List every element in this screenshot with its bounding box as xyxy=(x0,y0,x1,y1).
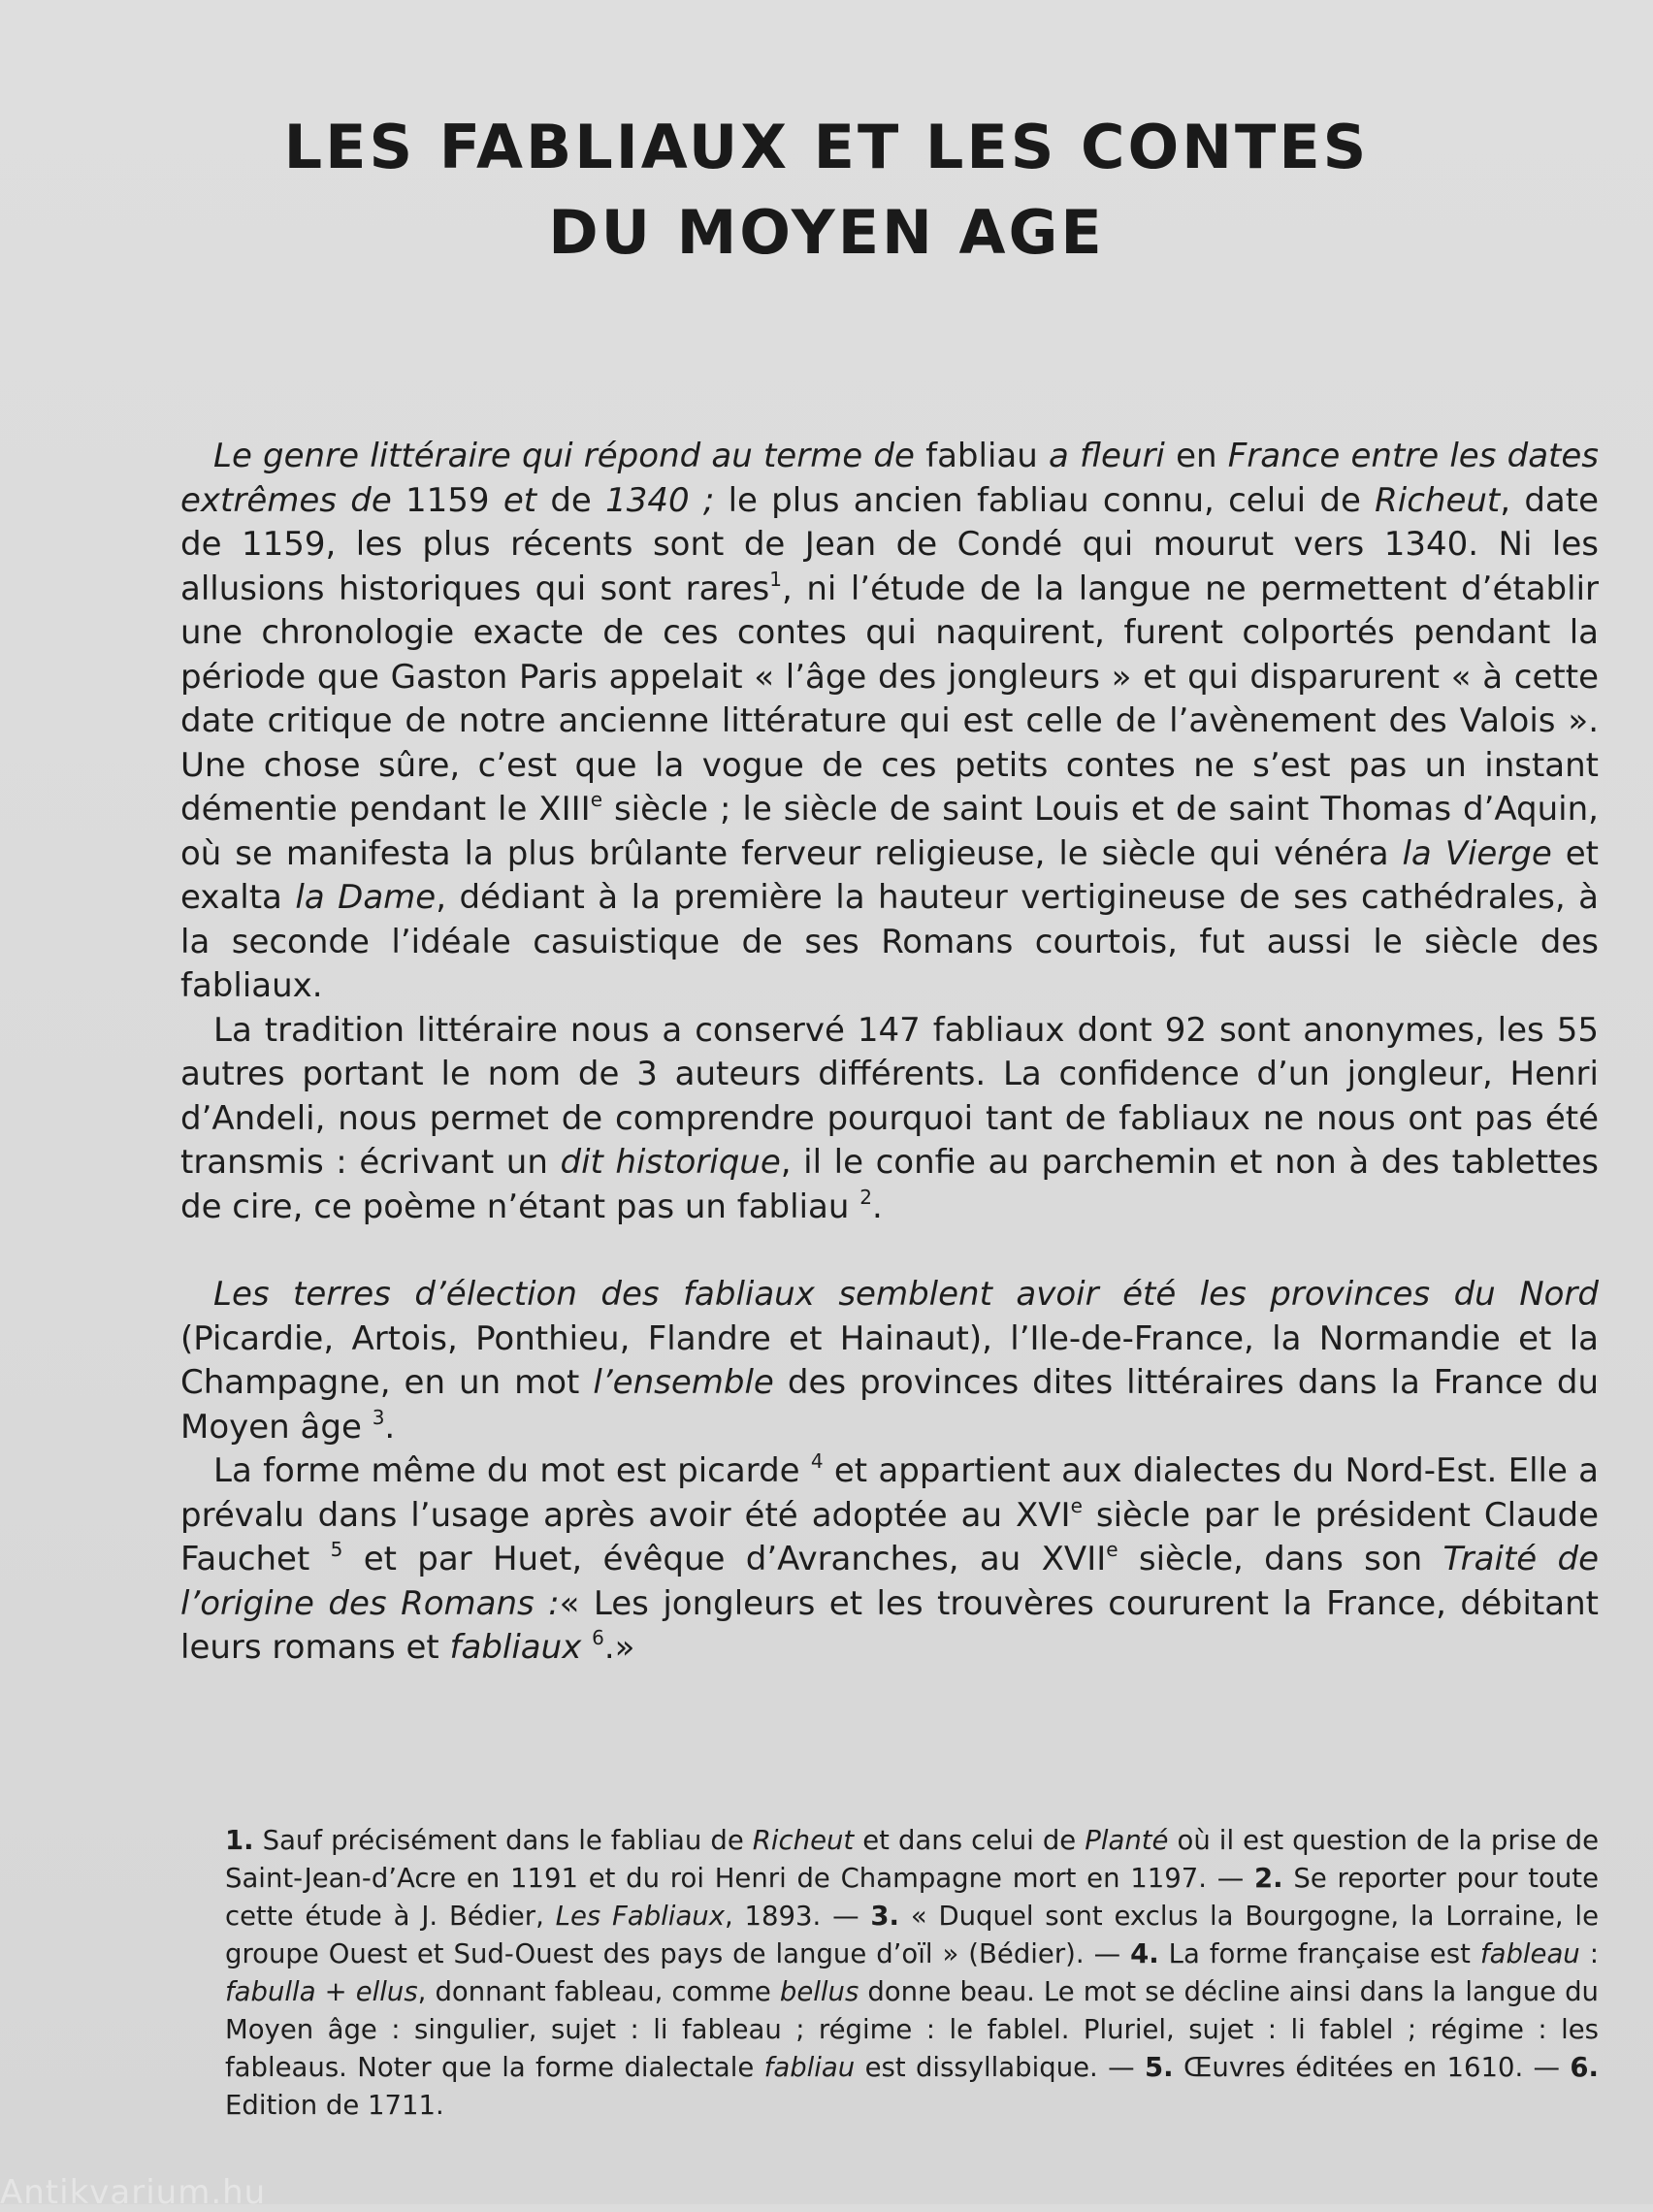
footnote-text: Œuvres éditées en 1610. — xyxy=(1173,2052,1571,2083)
text-span: Traité de l’origine des Romans : xyxy=(180,1540,1599,1623)
page-title xyxy=(0,105,1653,276)
text-span: la Dame xyxy=(295,878,437,917)
footnote-text: où il est question de la prise de Saint-Jean-d’Acre en 1191 et du roi Henri de Champagne mort en 1197. — xyxy=(225,1825,1599,1894)
superscript: e xyxy=(1106,1538,1118,1561)
text-span: fabliau xyxy=(914,437,1049,475)
text-span: (Picardie, Artois, Ponthieu, Flandre et Hainaut), l’Ile-de-France, la Normandie et la Champagne, en un mot xyxy=(180,1318,1599,1402)
footnote-ref-5: 5 xyxy=(330,1538,343,1561)
text-span: siècle par le président Claude Fauchet xyxy=(180,1495,1600,1578)
title-line-2: DU MOYEN AGE xyxy=(548,197,1105,268)
text-span: et exalta xyxy=(180,833,1599,917)
title-line-1: LES FABLIAUX ET LES CONTES xyxy=(283,112,1370,182)
footnote-ref-3: 3 xyxy=(372,1405,385,1429)
text-span: 1159 xyxy=(391,480,503,520)
footnote-text: est dissyllabique. — xyxy=(855,2052,1146,2083)
footnote-number: 3. xyxy=(870,1901,899,1932)
text-span: , dédiant à la première la hauteur vertigineuse de ses cathédrales, à la seconde l’idéale casuistique de ses Romans courtois, fut aussi le siècle des fabliaux. xyxy=(180,878,1599,1005)
body-text xyxy=(180,435,1599,1671)
footnote-ref-4: 4 xyxy=(810,1449,824,1473)
footnote-number: 5. xyxy=(1145,2052,1174,2083)
footnote-number: 6. xyxy=(1570,2052,1600,2083)
footnote-number: 4. xyxy=(1130,1938,1159,1969)
text-span: et par Huet, évêque d’Avranches, au XVII xyxy=(342,1540,1107,1578)
text-span: France entre les dates extrêmes de xyxy=(180,437,1600,520)
footnote-text: « Duquel sont exclus la Bourgogne, la Lorraine, le groupe Ouest et Sud-Ouest des pays de langue d’oïl » (Bédier). — xyxy=(225,1901,1599,1969)
paragraph-3 xyxy=(180,1273,1599,1449)
text-span: . xyxy=(384,1407,396,1447)
footnote-text: Richeut xyxy=(752,1825,855,1856)
text-span: a fleuri xyxy=(1049,437,1165,475)
footnote-text: La forme française est xyxy=(1158,1938,1480,1969)
text-span: Le genre littéraire qui répond au terme de xyxy=(213,437,915,475)
text-span: Richeut xyxy=(1375,480,1501,520)
paragraph-2 xyxy=(180,1009,1599,1230)
footnote-text: et dans celui de xyxy=(854,1825,1086,1856)
text-span: de xyxy=(536,480,606,520)
paragraph-1 xyxy=(180,435,1599,1009)
text-span: , date de 1159, les plus récents sont de Jean de Condé qui mourut vers 1340. Ni les allusions historiques qui sont rares xyxy=(180,480,1599,608)
text-span: et appartient aux dialectes du Nord-Est. Elle a prévalu dans l’usage après avoir été adoptée au XVI xyxy=(180,1451,1599,1535)
text-span: fabliaux xyxy=(449,1628,582,1667)
footnote-number: 1. xyxy=(225,1825,254,1856)
footnote-number: 2. xyxy=(1254,1863,1283,1894)
footnote-text: : xyxy=(1579,1938,1599,1969)
text-span: l’ensemble xyxy=(593,1363,774,1402)
footnote-ref-1: 1 xyxy=(769,567,783,591)
text-span: la Vierge xyxy=(1402,833,1552,873)
footnote-text: fabulla + ellus xyxy=(225,1976,418,2007)
footnote-text: Les Fabliaux xyxy=(555,1901,725,1932)
superscript: e xyxy=(1070,1493,1083,1517)
footnote-text: fabliau xyxy=(763,2052,856,2083)
text-span: siècle, dans son xyxy=(1118,1540,1443,1578)
text-span: « Les jongleurs et les trouvères coururent la France, débitant leurs romans et xyxy=(180,1583,1599,1667)
footnotes xyxy=(225,1822,1599,2125)
footnote-ref-6: 6 xyxy=(592,1626,604,1649)
footnote-text: fableau xyxy=(1479,1938,1580,1969)
watermark: Antikvarium.hu xyxy=(0,2173,267,2212)
text-span: Les terres d’élection des fabliaux semblent avoir été les provinces du Nord xyxy=(213,1275,1599,1314)
text-span: le plus ancien fabliau connu, celui de xyxy=(714,480,1376,520)
text-span: dit historique xyxy=(560,1143,781,1182)
footnote-text: Se reporter pour toute cette étude à J. Bédier, xyxy=(225,1863,1599,1932)
footnote-text: Edition de 1711. xyxy=(225,2090,444,2121)
text-span: des provinces dites littéraires dans la France du Moyen âge xyxy=(180,1363,1599,1447)
text-span: , il le confie au parchemin et non à des tablettes de cire, ce poème n’étant pas un fabliau xyxy=(180,1143,1600,1226)
text-span: . xyxy=(871,1187,883,1226)
footnote-text: Planté xyxy=(1085,1825,1169,1856)
text-span: La forme même du mot est picarde xyxy=(213,1451,811,1490)
text-span: en xyxy=(1164,437,1228,475)
footnote-text: , 1893. — xyxy=(725,1901,871,1932)
text-span: siècle ; le siècle de saint Louis et de saint Thomas d’Aquin, où se manifesta la plus brûlante ferveur religieuse, le siècle qui vénéra xyxy=(180,790,1599,873)
footnote-text: donne beau. Le mot se décline ainsi dans la langue du Moyen âge : singulier, sujet : li fableau ; régime : le fablel. Pluriel, sujet : li fablel ; régime : les fableaus. Noter que la forme dialectale xyxy=(225,1976,1599,2083)
text-span: 1340 ; xyxy=(605,480,715,520)
footnote-text: bellus xyxy=(779,1976,859,2007)
paragraph-4 xyxy=(180,1449,1599,1671)
text-span xyxy=(581,1628,592,1667)
text-span: .» xyxy=(603,1628,635,1667)
text-span: La tradition littéraire nous a conservé 147 fabliaux dont 92 sont anonymes, les 55 autres portant le nom de 3 auteurs différents. La confidence d’un jongleur, Henri d’Andeli, nous permet de comprendre pourquoi tant de fabliaux ne nous ont pas été transmis : écrivant un xyxy=(180,1010,1599,1182)
text-span: et xyxy=(502,480,537,520)
superscript: e xyxy=(590,788,602,811)
footnote-text: Sauf précisément dans le fabliau de xyxy=(253,1825,753,1856)
footnote-text: , donnant fableau, comme xyxy=(417,1976,780,2007)
text-span: , ni l’étude de la langue ne permettent d’établir une chronologie exacte de ces contes qui naquirent, furent colportés pendant la période que Gaston Paris appelait « l’âge des jongleurs » et qui disparurent « à cette date critique de notre ancienne littérature qui est celle de l’avènement des Valois ». Une chose sûre, c’est que la vogue de ces petits contes ne s’est pas un instant démentie pendant le XIII xyxy=(180,569,1599,829)
footnote-ref-2: 2 xyxy=(859,1185,872,1209)
